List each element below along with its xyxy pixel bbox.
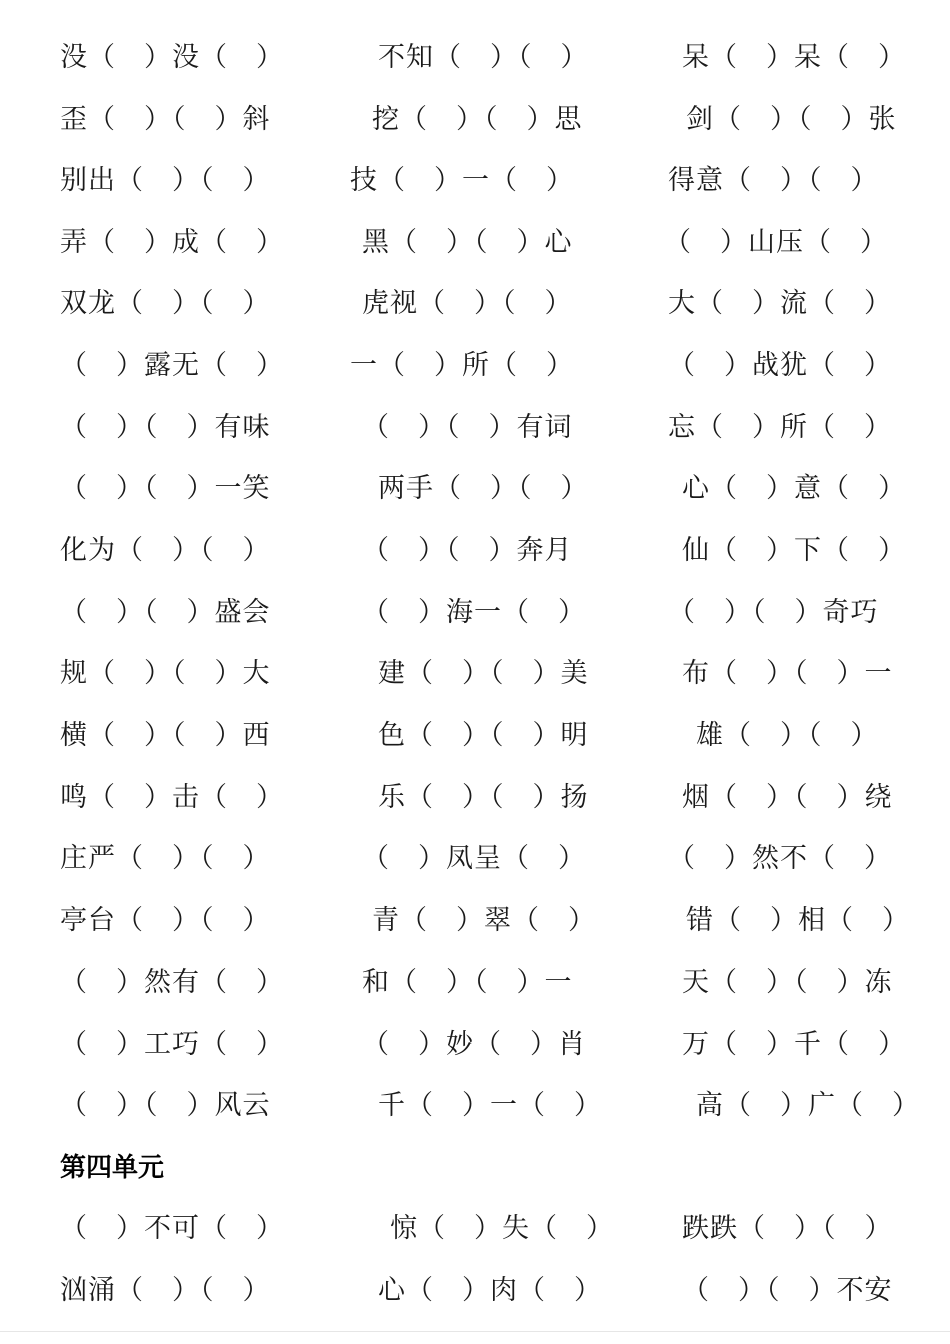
- idiom-blank-col1: 别出（ ）（ ）: [60, 165, 271, 196]
- idiom-row-12: [0, 716, 950, 756]
- idiom-blank-col3: 剑（ ）（ ）张: [686, 104, 897, 135]
- idiom-blank-col1: （ ）（ ）有味: [60, 412, 271, 443]
- idiom-blank-col1: 庄严（ ）（ ）: [60, 843, 271, 874]
- idiom-blank-col1: 汹涌（ ）（ ）: [60, 1275, 271, 1306]
- idiom-blank-col1: 化为（ ）（ ）: [60, 535, 271, 566]
- idiom-blank-col3: （ ）战犹（ ）: [668, 350, 892, 381]
- idiom-blank-col3: 得意（ ）（ ）: [668, 165, 879, 196]
- idiom-row-13: [0, 778, 950, 818]
- idiom-blank-col3: 心（ ）意（ ）: [682, 473, 906, 504]
- idiom-blank-col1: 弄（ ）成（ ）: [60, 227, 284, 258]
- idiom-blank-col1: （ ）工巧（ ）: [60, 1029, 284, 1060]
- idiom-blank-col3: 跌跌（ ）（ ）: [682, 1213, 893, 1244]
- idiom-blank-col1: 没（ ）没（ ）: [60, 42, 284, 73]
- idiom-blank-col2: （ ）妙（ ）肖: [362, 1029, 586, 1060]
- idiom-blank-col2: （ ）海一（ ）: [362, 597, 586, 628]
- section-heading: 第四单元: [60, 1153, 165, 1183]
- idiom-blank-col3: （ ）山压（ ）: [664, 227, 888, 258]
- idiom-blank-col2: 心（ ）肉（ ）: [378, 1275, 602, 1306]
- idiom-blank-col3: 万（ ）千（ ）: [682, 1029, 906, 1060]
- idiom-row-8: [0, 469, 950, 509]
- idiom-blank-col3: （ ）（ ）奇巧: [668, 597, 879, 628]
- idiom-blank-col3: 忘（ ）所（ ）: [668, 412, 892, 443]
- idiom-blank-col2: 不知（ ）（ ）: [378, 42, 589, 73]
- idiom-row-19: [0, 1209, 950, 1249]
- idiom-row-3: [0, 161, 950, 201]
- idiom-blank-col1: 亭台（ ）（ ）: [60, 905, 271, 936]
- idiom-blank-col3: 错（ ）相（ ）: [686, 905, 910, 936]
- idiom-blank-col1: （ ）不可（ ）: [60, 1213, 284, 1244]
- idiom-blank-col2: 挖（ ）（ ）思: [372, 104, 583, 135]
- idiom-blank-col2: 青（ ）翠（ ）: [372, 905, 596, 936]
- idiom-blank-col3: 呆（ ）呆（ ）: [682, 42, 906, 73]
- idiom-row-10: [0, 593, 950, 633]
- idiom-blank-col1: （ ）（ ）盛会: [60, 597, 271, 628]
- idiom-blank-col3: 烟（ ）（ ）绕: [682, 782, 893, 813]
- idiom-blank-col2: 和（ ）（ ）一: [362, 967, 573, 998]
- idiom-blank-col2: 惊（ ）失（ ）: [390, 1213, 614, 1244]
- idiom-row-5: [0, 284, 950, 324]
- idiom-blank-col2: 两手（ ）（ ）: [378, 473, 589, 504]
- idiom-blank-col2: （ ）（ ）有词: [362, 412, 573, 443]
- idiom-blank-col1: （ ）然有（ ）: [60, 967, 284, 998]
- idiom-row-16: [0, 963, 950, 1003]
- idiom-row-4: [0, 223, 950, 263]
- idiom-blank-col2: 一（ ）所（ ）: [350, 350, 574, 381]
- idiom-blank-col1: 横（ ）（ ）西: [60, 720, 271, 751]
- idiom-row-15: [0, 901, 950, 941]
- idiom-row-6: [0, 346, 950, 386]
- idiom-blank-col2: 黑（ ）（ ）心: [362, 227, 573, 258]
- idiom-blank-col3: 雄（ ）（ ）: [696, 720, 879, 751]
- idiom-blank-col2: 乐（ ）（ ）扬: [378, 782, 589, 813]
- page-bottom-edge: [0, 1331, 950, 1332]
- idiom-blank-col2: （ ）（ ）奔月: [362, 535, 573, 566]
- idiom-row-1: [0, 38, 950, 78]
- idiom-blank-col3: 高（ ）广（ ）: [696, 1090, 920, 1121]
- idiom-blank-col2: 千（ ）一（ ）: [378, 1090, 602, 1121]
- idiom-blank-col1: 鸣（ ）击（ ）: [60, 782, 284, 813]
- idiom-blank-col1: （ ）（ ）一笑: [60, 473, 271, 504]
- idiom-blank-col3: （ ）（ ）不安: [682, 1275, 893, 1306]
- idiom-blank-col1: 规（ ）（ ）大: [60, 658, 271, 689]
- idiom-row-20: [0, 1271, 950, 1311]
- idiom-row-18: [0, 1086, 950, 1126]
- idiom-blank-col2: 虎视（ ）（ ）: [362, 288, 573, 319]
- idiom-row-9: [0, 531, 950, 571]
- idiom-blank-col2: （ ）凤呈（ ）: [362, 843, 586, 874]
- idiom-row-7: [0, 408, 950, 448]
- idiom-blank-col1: （ ）露无（ ）: [60, 350, 284, 381]
- idiom-blank-col3: 布（ ）（ ）一: [682, 658, 893, 689]
- idiom-row-11: [0, 654, 950, 694]
- idiom-blank-col1: （ ）（ ）风云: [60, 1090, 271, 1121]
- idiom-blank-col2: 建（ ）（ ）美: [378, 658, 589, 689]
- idiom-blank-col1: 双龙（ ）（ ）: [60, 288, 271, 319]
- idiom-blank-col3: 仙（ ）下（ ）: [682, 535, 906, 566]
- idiom-blank-col1: 歪（ ）（ ）斜: [60, 104, 271, 135]
- idiom-row-14: [0, 839, 950, 879]
- idiom-blank-col2: 色（ ）（ ）明: [378, 720, 589, 751]
- idiom-blank-col3: 大（ ）流（ ）: [668, 288, 892, 319]
- idiom-blank-col3: 天（ ）（ ）冻: [682, 967, 893, 998]
- idiom-row-17: [0, 1025, 950, 1065]
- idiom-blank-col3: （ ）然不（ ）: [668, 843, 892, 874]
- idiom-blank-col2: 技（ ）一（ ）: [350, 165, 574, 196]
- idiom-row-2: [0, 100, 950, 140]
